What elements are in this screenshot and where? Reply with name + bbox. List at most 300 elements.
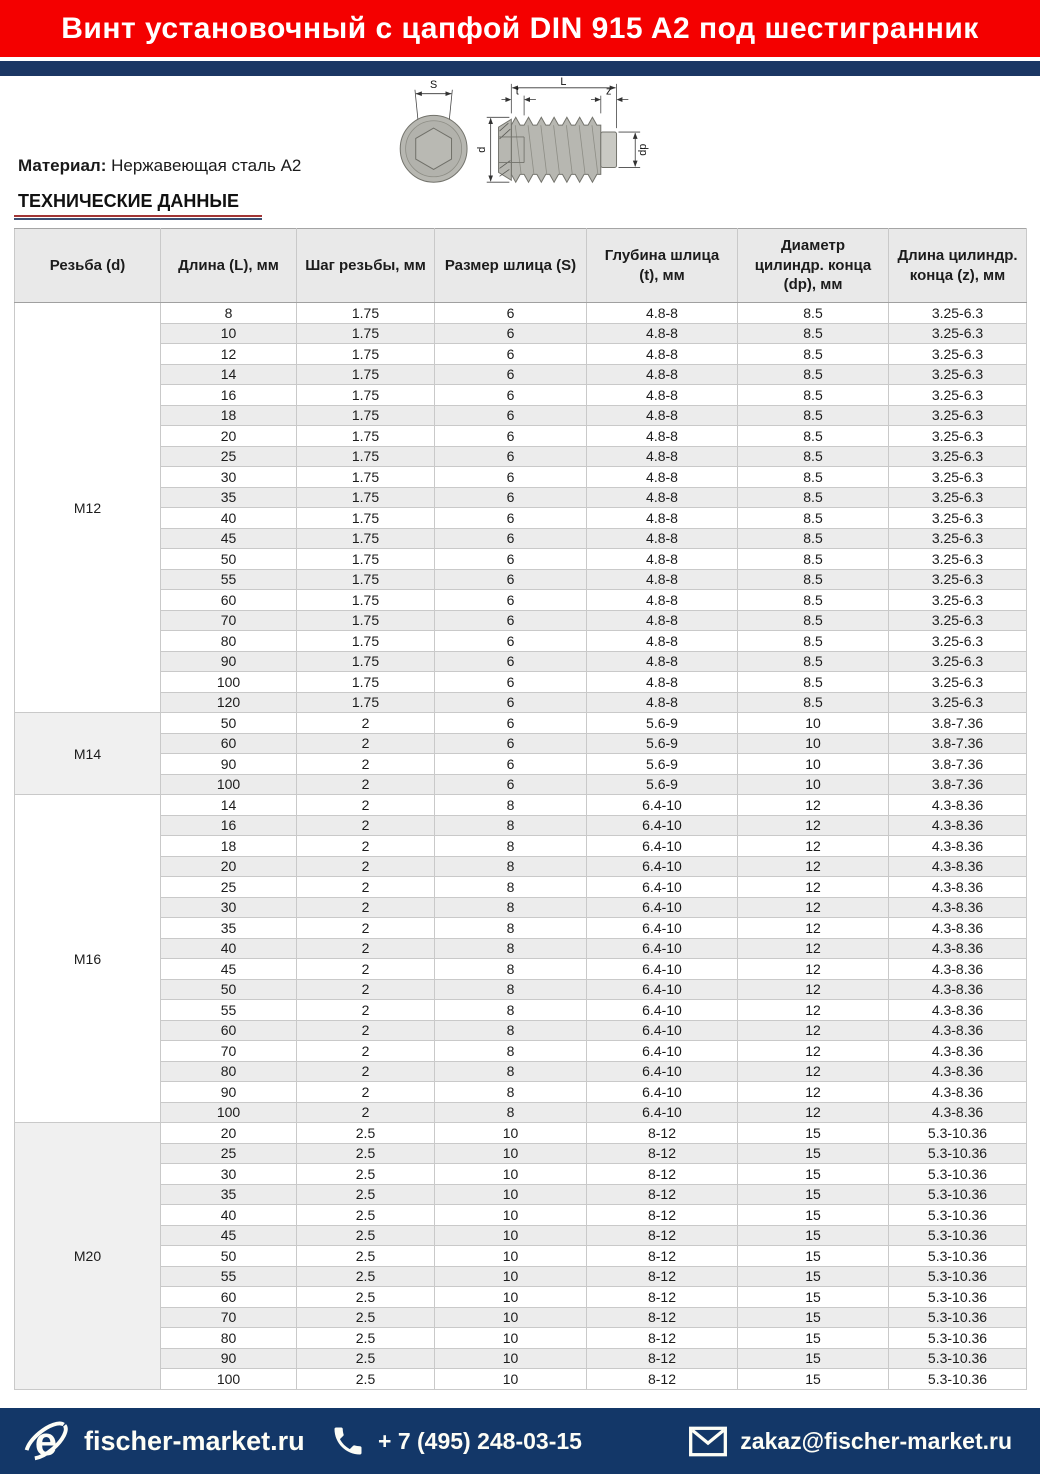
table-row (15, 631, 1027, 652)
section-title-underline (14, 215, 262, 220)
spec-cell: 8 (435, 1041, 587, 1062)
table-row (15, 303, 1027, 324)
spec-cell: 2.5 (297, 1184, 435, 1205)
spec-cell: 3.25-6.3 (889, 405, 1027, 426)
spec-cell: 90 (161, 754, 297, 775)
spec-cell: 10 (738, 713, 889, 734)
spec-cell: 2 (297, 979, 435, 1000)
spec-cell: 2.5 (297, 1348, 435, 1369)
table-row (15, 815, 1027, 836)
spec-cell: 12 (738, 897, 889, 918)
spec-cell: 8 (435, 1061, 587, 1082)
spec-cell: 3.25-6.3 (889, 467, 1027, 488)
spec-cell: 15 (738, 1287, 889, 1308)
spec-cell: 8-12 (587, 1225, 738, 1246)
side-view (476, 76, 649, 182)
table-row (15, 1123, 1027, 1144)
spec-cell: 2.5 (297, 1143, 435, 1164)
spec-cell: 1.75 (297, 467, 435, 488)
spec-cell: 14 (161, 795, 297, 816)
table-row (15, 774, 1027, 795)
spec-cell: 6.4-10 (587, 836, 738, 857)
spec-cell: 8 (435, 1082, 587, 1103)
footer-email-text: zakaz@fischer-market.ru (740, 1427, 1012, 1454)
spec-cell: 25 (161, 877, 297, 898)
spec-cell: 8.5 (738, 528, 889, 549)
spec-cell: 2 (297, 1102, 435, 1123)
table-row (15, 1287, 1027, 1308)
spec-cell: 45 (161, 528, 297, 549)
spec-cell: 3.25-6.3 (889, 651, 1027, 672)
spec-cell: 70 (161, 1307, 297, 1328)
spec-cell: 12 (738, 1061, 889, 1082)
spec-cell: 12 (738, 1082, 889, 1103)
table-row (15, 1164, 1027, 1185)
dim-label-l: L (560, 76, 567, 88)
spec-cell: 3.8-7.36 (889, 713, 1027, 734)
table-row (15, 467, 1027, 488)
spec-cell: 3.25-6.3 (889, 549, 1027, 570)
spec-cell: 15 (738, 1348, 889, 1369)
spec-cell: 4.8-8 (587, 508, 738, 529)
material-label: Материал: (18, 156, 107, 175)
spec-cell: 45 (161, 1225, 297, 1246)
spec-cell: 10 (435, 1307, 587, 1328)
spec-cell: 4.8-8 (587, 672, 738, 693)
spec-cell: 4.8-8 (587, 405, 738, 426)
spec-cell: 8.5 (738, 405, 889, 426)
spec-cell: 6.4-10 (587, 1061, 738, 1082)
spec-cell: 4.8-8 (587, 323, 738, 344)
spec-cell: 3.25-6.3 (889, 692, 1027, 713)
table-row (15, 590, 1027, 611)
table-row (15, 487, 1027, 508)
spec-cell: 8-12 (587, 1287, 738, 1308)
spec-cell: 6 (435, 569, 587, 590)
spec-cell: 2 (297, 1061, 435, 1082)
spec-cell: 1.75 (297, 303, 435, 324)
spec-cell: 4.3-8.36 (889, 1041, 1027, 1062)
spec-cell: 2 (297, 774, 435, 795)
spec-cell: 3.25-6.3 (889, 672, 1027, 693)
spec-cell: 12 (738, 938, 889, 959)
spec-cell: 30 (161, 897, 297, 918)
spec-cell: 5.3-10.36 (889, 1225, 1027, 1246)
spec-cell: 3.25-6.3 (889, 303, 1027, 324)
table-row (15, 836, 1027, 857)
spec-cell: 8-12 (587, 1164, 738, 1185)
spec-cell: 6 (435, 528, 587, 549)
spec-cell: 2 (297, 1020, 435, 1041)
spec-cell: 1.75 (297, 364, 435, 385)
spec-cell: 2 (297, 836, 435, 857)
spec-cell: 55 (161, 1000, 297, 1021)
table-row (15, 877, 1027, 898)
spec-cell: 4.3-8.36 (889, 897, 1027, 918)
table-row (15, 897, 1027, 918)
spec-cell: 3.25-6.3 (889, 610, 1027, 631)
material-line (18, 156, 301, 176)
spec-cell: 4.8-8 (587, 569, 738, 590)
spec-cell: 8 (435, 1020, 587, 1041)
spec-cell: 2 (297, 1000, 435, 1021)
spec-cell: 8 (435, 795, 587, 816)
spec-cell: 10 (738, 754, 889, 775)
table-row (15, 959, 1027, 980)
spec-cell: 1.75 (297, 549, 435, 570)
table-row (15, 1020, 1027, 1041)
spec-cell: 8.5 (738, 487, 889, 508)
spec-cell: 6 (435, 487, 587, 508)
table-row (15, 795, 1027, 816)
table-row (15, 856, 1027, 877)
spec-cell: 6 (435, 405, 587, 426)
spec-cell: 2.5 (297, 1225, 435, 1246)
spec-cell: 3.25-6.3 (889, 446, 1027, 467)
table-row (15, 446, 1027, 467)
spec-cell: 2.5 (297, 1123, 435, 1144)
spec-cell: 3.25-6.3 (889, 385, 1027, 406)
spec-cell: 4.3-8.36 (889, 856, 1027, 877)
screw-technical-drawing (380, 76, 680, 194)
spec-cell: 1.75 (297, 590, 435, 611)
spec-cell: 6.4-10 (587, 1020, 738, 1041)
material-value: Нержавеющая сталь A2 (111, 156, 302, 175)
spec-cell: 1.75 (297, 446, 435, 467)
footer-email-link[interactable] (688, 1408, 1012, 1474)
thread-size-cell: M12 (15, 303, 161, 713)
spec-cell: 6 (435, 692, 587, 713)
spec-cell: 8 (435, 1000, 587, 1021)
spec-cell: 15 (738, 1328, 889, 1349)
header-row (15, 229, 1027, 303)
spec-cell: 80 (161, 631, 297, 652)
spec-cell: 10 (435, 1246, 587, 1267)
spec-cell: 1.75 (297, 651, 435, 672)
spec-cell: 6 (435, 426, 587, 447)
spec-cell: 8.5 (738, 508, 889, 529)
spec-cell: 4.8-8 (587, 590, 738, 611)
table-row (15, 1205, 1027, 1226)
spec-cell: 70 (161, 610, 297, 631)
spec-cell: 8.5 (738, 323, 889, 344)
thread-size-cell: M20 (15, 1123, 161, 1390)
dim-label-d: d (475, 146, 488, 153)
spec-cell: 8.5 (738, 467, 889, 488)
table-row (15, 1061, 1027, 1082)
table-row (15, 672, 1027, 693)
table-row (15, 508, 1027, 529)
spec-cell: 8 (435, 815, 587, 836)
spec-cell: 10 (435, 1348, 587, 1369)
table-row (15, 569, 1027, 590)
spec-cell: 4.8-8 (587, 364, 738, 385)
spec-cell: 6 (435, 733, 587, 754)
spec-cell: 2 (297, 815, 435, 836)
spec-cell: 15 (738, 1164, 889, 1185)
spec-cell: 3.25-6.3 (889, 344, 1027, 365)
spec-cell: 6.4-10 (587, 897, 738, 918)
spec-cell: 16 (161, 385, 297, 406)
spec-cell: 2.5 (297, 1287, 435, 1308)
footer-site-link[interactable] (20, 1408, 305, 1474)
spec-cell: 2 (297, 938, 435, 959)
spec-cell: 5.3-10.36 (889, 1123, 1027, 1144)
spec-cell: 5.3-10.36 (889, 1369, 1027, 1390)
table-row (15, 364, 1027, 385)
table-row (15, 385, 1027, 406)
footer-phone-text: + 7 (495) 248-03-15 (378, 1427, 582, 1454)
dim-label-z: z (605, 85, 612, 98)
spec-cell: 6.4-10 (587, 918, 738, 939)
spec-cell: 1.75 (297, 610, 435, 631)
spec-cell: 10 (435, 1164, 587, 1185)
spec-cell: 4.3-8.36 (889, 815, 1027, 836)
spec-cell: 2 (297, 1041, 435, 1062)
spec-cell: 8.5 (738, 569, 889, 590)
spec-cell: 6 (435, 303, 587, 324)
spec-cell: 6.4-10 (587, 1041, 738, 1062)
spec-cell: 8 (435, 897, 587, 918)
footer-site-text: fischer-market.ru (84, 1425, 305, 1456)
spec-cell: 4.3-8.36 (889, 795, 1027, 816)
spec-cell: 25 (161, 446, 297, 467)
spec-cell: 8.5 (738, 549, 889, 570)
spec-cell: 3.25-6.3 (889, 528, 1027, 549)
spec-cell: 8-12 (587, 1328, 738, 1349)
spec-cell: 4.8-8 (587, 692, 738, 713)
column-header: Шаг резьбы, мм (297, 229, 435, 303)
envelope-icon (688, 1425, 728, 1458)
spec-cell: 45 (161, 959, 297, 980)
spec-cell: 8.5 (738, 385, 889, 406)
spec-cell: 2.5 (297, 1328, 435, 1349)
table-row (15, 528, 1027, 549)
table-row (15, 1246, 1027, 1267)
dim-label-t: t (515, 85, 519, 98)
spec-cell: 1.75 (297, 569, 435, 590)
table-row (15, 733, 1027, 754)
spec-cell: 2 (297, 877, 435, 898)
spec-cell: 12 (738, 856, 889, 877)
spec-cell: 10 (435, 1266, 587, 1287)
spec-cell: 6 (435, 467, 587, 488)
spec-cell: 5.3-10.36 (889, 1307, 1027, 1328)
spec-cell: 2 (297, 1082, 435, 1103)
spec-cell: 4.3-8.36 (889, 877, 1027, 898)
spec-cell: 4.3-8.36 (889, 918, 1027, 939)
spec-cell: 100 (161, 1102, 297, 1123)
column-header: Длина (L), мм (161, 229, 297, 303)
spec-cell: 6 (435, 713, 587, 734)
spec-cell: 4.3-8.36 (889, 836, 1027, 857)
spec-cell: 100 (161, 1369, 297, 1390)
spec-cell: 4.8-8 (587, 303, 738, 324)
spec-cell: 70 (161, 1041, 297, 1062)
spec-cell: 6 (435, 508, 587, 529)
table-row (15, 426, 1027, 447)
spec-cell: 3.25-6.3 (889, 364, 1027, 385)
spec-cell: 120 (161, 692, 297, 713)
footer-phone-link[interactable] (330, 1408, 582, 1474)
spec-cell: 4.8-8 (587, 426, 738, 447)
spec-cell: 20 (161, 426, 297, 447)
spec-cell: 50 (161, 549, 297, 570)
spec-cell: 50 (161, 713, 297, 734)
spec-cell: 5.6-9 (587, 774, 738, 795)
spec-cell: 2.5 (297, 1205, 435, 1226)
column-header: Резьба (d) (15, 229, 161, 303)
spec-cell: 1.75 (297, 508, 435, 529)
table-row (15, 1328, 1027, 1349)
spec-cell: 12 (161, 344, 297, 365)
spec-cell: 8-12 (587, 1184, 738, 1205)
spec-cell: 5.3-10.36 (889, 1266, 1027, 1287)
spec-cell: 8-12 (587, 1143, 738, 1164)
spec-cell: 5.3-10.36 (889, 1287, 1027, 1308)
spec-cell: 10 (161, 323, 297, 344)
table-row (15, 405, 1027, 426)
spec-cell: 4.8-8 (587, 487, 738, 508)
spec-cell: 5.6-9 (587, 733, 738, 754)
spec-cell: 15 (738, 1246, 889, 1267)
spec-cell: 4.3-8.36 (889, 1061, 1027, 1082)
spec-table-header (15, 229, 1027, 303)
spec-cell: 15 (738, 1369, 889, 1390)
spec-cell: 8.5 (738, 446, 889, 467)
spec-cell: 1.75 (297, 323, 435, 344)
spec-cell: 8 (435, 836, 587, 857)
spec-cell: 3.25-6.3 (889, 426, 1027, 447)
spec-cell: 4.3-8.36 (889, 1102, 1027, 1123)
spec-cell: 5.3-10.36 (889, 1143, 1027, 1164)
spec-cell: 3.8-7.36 (889, 754, 1027, 775)
table-row (15, 1184, 1027, 1205)
table-row (15, 1225, 1027, 1246)
spec-cell: 6.4-10 (587, 959, 738, 980)
spec-cell: 10 (435, 1287, 587, 1308)
spec-cell: 12 (738, 959, 889, 980)
spec-cell: 6 (435, 672, 587, 693)
spec-cell: 1.75 (297, 528, 435, 549)
spec-cell: 5.3-10.36 (889, 1164, 1027, 1185)
spec-cell: 6.4-10 (587, 979, 738, 1000)
spec-cell: 8.5 (738, 610, 889, 631)
spec-cell: 5.3-10.36 (889, 1328, 1027, 1349)
table-row (15, 1266, 1027, 1287)
spec-cell: 12 (738, 795, 889, 816)
spec-cell: 1.75 (297, 692, 435, 713)
spec-cell: 12 (738, 836, 889, 857)
spec-cell: 6 (435, 754, 587, 775)
spec-cell: 10 (435, 1143, 587, 1164)
spec-cell: 50 (161, 1246, 297, 1267)
spec-cell: 12 (738, 877, 889, 898)
table-row (15, 344, 1027, 365)
spec-cell: 6 (435, 631, 587, 652)
spec-cell: 6 (435, 385, 587, 406)
spec-cell: 8.5 (738, 651, 889, 672)
spec-cell: 12 (738, 1041, 889, 1062)
spec-cell: 90 (161, 651, 297, 672)
table-row (15, 979, 1027, 1000)
spec-cell: 30 (161, 1164, 297, 1185)
spec-cell: 6 (435, 344, 587, 365)
spec-cell: 18 (161, 836, 297, 857)
spec-cell: 18 (161, 405, 297, 426)
spec-cell: 6.4-10 (587, 1082, 738, 1103)
spec-cell: 10 (435, 1225, 587, 1246)
spec-cell: 6.4-10 (587, 938, 738, 959)
spec-cell: 8.5 (738, 426, 889, 447)
spec-cell: 12 (738, 918, 889, 939)
dim-label-s: S (430, 78, 438, 91)
spec-cell: 8.5 (738, 303, 889, 324)
spec-cell: 90 (161, 1082, 297, 1103)
spec-cell: 2.5 (297, 1307, 435, 1328)
spec-cell: 12 (738, 815, 889, 836)
spec-cell: 2 (297, 754, 435, 775)
spec-cell: 6.4-10 (587, 1000, 738, 1021)
header-divider-bar (0, 61, 1040, 76)
spec-cell: 35 (161, 918, 297, 939)
spec-cell: 15 (738, 1307, 889, 1328)
spec-cell: 5.3-10.36 (889, 1205, 1027, 1226)
thread-size-cell: M14 (15, 713, 161, 795)
spec-cell: 12 (738, 979, 889, 1000)
spec-cell: 2.5 (297, 1369, 435, 1390)
spec-cell: 6.4-10 (587, 1102, 738, 1123)
spec-cell: 14 (161, 364, 297, 385)
table-row (15, 754, 1027, 775)
spec-cell: 8-12 (587, 1307, 738, 1328)
spec-cell: 3.25-6.3 (889, 631, 1027, 652)
spec-cell: 6 (435, 446, 587, 467)
spec-cell: 55 (161, 1266, 297, 1287)
table-row (15, 1082, 1027, 1103)
spec-cell: 4.8-8 (587, 385, 738, 406)
spec-cell: 4.8-8 (587, 610, 738, 631)
spec-cell: 15 (738, 1143, 889, 1164)
spec-cell: 6 (435, 364, 587, 385)
spec-cell: 60 (161, 1287, 297, 1308)
spec-cell: 1.75 (297, 487, 435, 508)
spec-cell: 8.5 (738, 672, 889, 693)
spec-cell: 40 (161, 508, 297, 529)
spec-cell: 55 (161, 569, 297, 590)
spec-cell: 8.5 (738, 631, 889, 652)
spec-cell: 4.8-8 (587, 446, 738, 467)
page-title: Винт установочный с цапфой DIN 915 A2 под шестигранник (0, 0, 1040, 57)
spec-cell: 16 (161, 815, 297, 836)
spec-cell: 8-12 (587, 1123, 738, 1144)
table-row (15, 1348, 1027, 1369)
table-row (15, 651, 1027, 672)
spec-cell: 3.25-6.3 (889, 569, 1027, 590)
spec-cell: 5.3-10.36 (889, 1184, 1027, 1205)
spec-cell: 5.3-10.36 (889, 1348, 1027, 1369)
spec-cell: 8-12 (587, 1369, 738, 1390)
dim-label-dp: dp (637, 143, 650, 156)
spec-cell: 10 (435, 1123, 587, 1144)
spec-cell: 8 (435, 959, 587, 980)
column-header: Глубина шлица (t), мм (587, 229, 738, 303)
spec-cell: 30 (161, 467, 297, 488)
spec-cell: 10 (435, 1369, 587, 1390)
footer-bar (0, 1408, 1040, 1474)
spec-cell: 12 (738, 1000, 889, 1021)
spec-cell: 8 (435, 877, 587, 898)
